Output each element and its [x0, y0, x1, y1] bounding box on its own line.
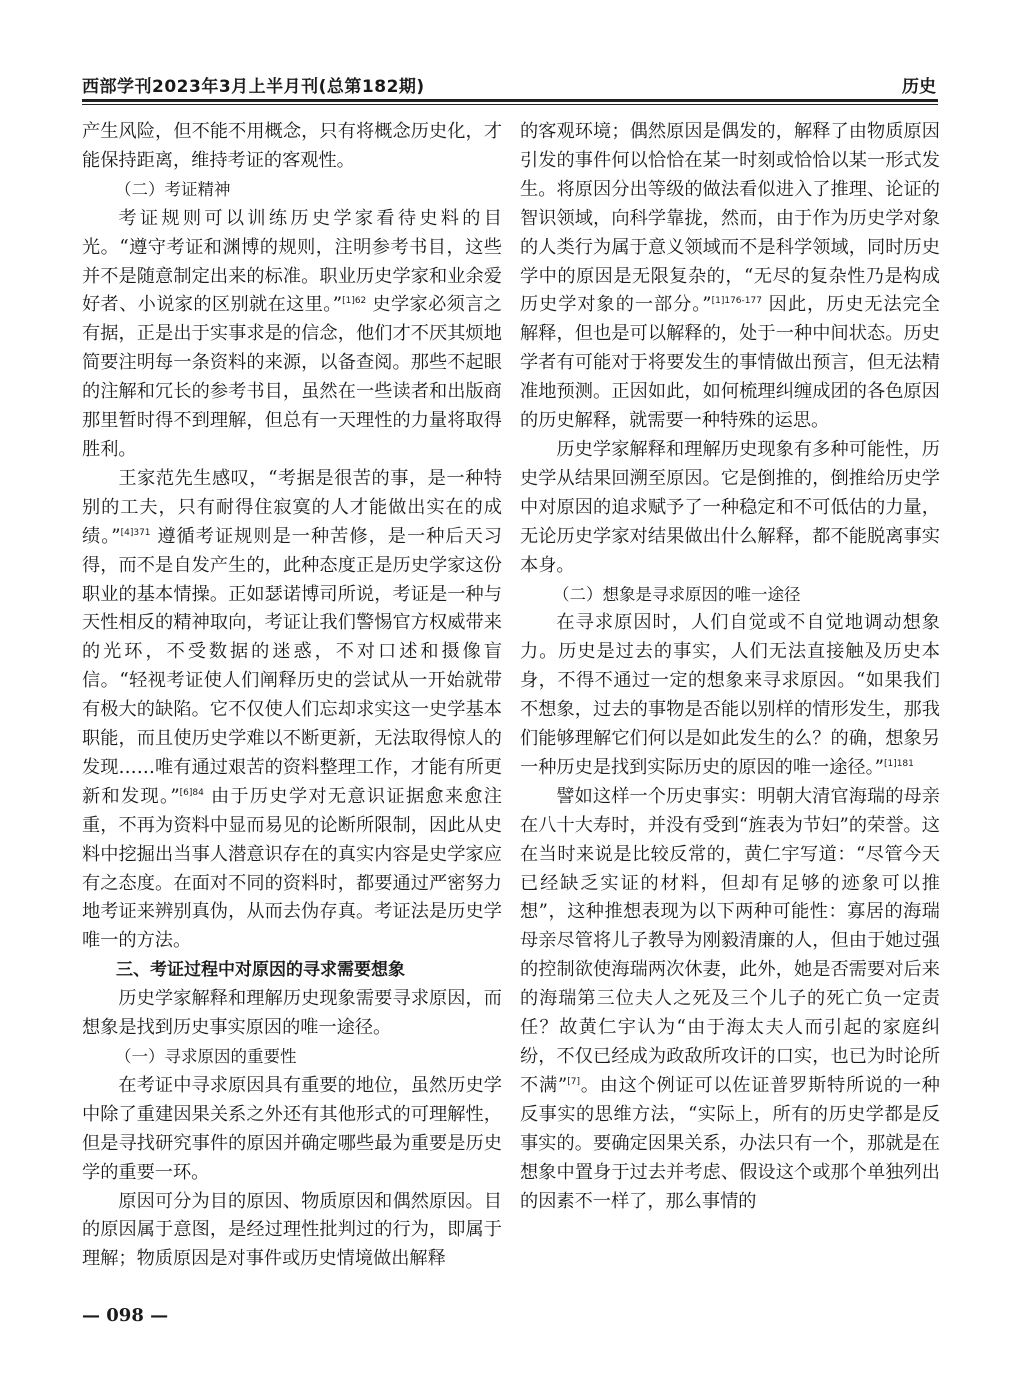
- header-rule-thin: [82, 104, 938, 105]
- paragraph: 在考证中寻求原因具有重要的地位，虽然历史学中除了重建因果关系之外还有其他形式的可理解性，但是寻找研究事件的原因并确定哪些最为重要是历史学的重要一环。: [82, 1074, 502, 1183]
- journal-title: 西部学刊2023年3月上半月刊(总第182期): [82, 77, 425, 97]
- citation: [6]84: [179, 787, 204, 798]
- citation: [1]62: [342, 296, 367, 307]
- right-column: [520, 118, 940, 1216]
- paragraph: 原因可分为目的原因、物质原因和偶然原因。目的原因属于意图，是经过理性批判过的行为，即属于理解；物质原因是对事件或历史情境做出解释: [82, 1190, 502, 1270]
- left-column: [82, 118, 502, 1274]
- citation: [1]181: [883, 758, 914, 769]
- running-header: [82, 70, 938, 98]
- citation: [7]: [567, 1076, 580, 1087]
- paragraph: 譬如这样一个历史事实：明朝大清官海瑞的母亲在八十大寿时，并没有受到“旌表为节妇”的荣誉。这在当时来说是比较反常的，黄仁宇写道：“尽管今天已经缺乏实证的材料，但却有足够的迹象可以推想”，这种推想表现为以下两种可能性：寡居的海瑞母亲尽管将儿子教导为刚毅清廉的人，但由于她过强的控制欲使海瑞两次休妻，此外，她是否需要对后来的海瑞第三位夫人之死及三个儿子的死亡负一定责任？故黄仁宇认为“由于海太夫人而引起的家庭纠纷，不仅已经成为政敌所攻讦的口实，也已为时论所不满”[7]。由这个例证可以佐证普罗斯特所说的一种反事实的思维方法，“实际上，所有的历史学都是反事实的。要确定因果关系，办法只有一个，那就是在想象中置身于过去并考虑、假设这个或那个单独列出的因素不一样了，那么事情的: [520, 785, 940, 1212]
- paragraph: 考证规则可以训练历史学家看待史料的目光。“遵守考证和渊博的规则，注明参考书目，这些并不是随意制定出来的标准。职业历史学家和业余爱好者、小说家的区别就在这里。”$^{[1]62}$ 史学家必须言之有据，正是出于实事求是的信念，他们才不厌其烦地简要注明每一条资料的来源，以备查阅。那些不起眼的注解和冗长的参考书目，虽然在一些读者和出版商那里暂时得不到理解，但总有一天理性的力量将取得胜利。: [82, 207, 502, 460]
- citation: [4]371: [120, 527, 151, 538]
- header-rule-thick: [82, 99, 938, 102]
- paragraph: 产生风险，但不能不用概念，只有将概念历史化，才能保持距离，维持考证的客观性。: [82, 121, 502, 171]
- paragraph: 历史学家解释和理解历史现象需要寻求原因，而想象是找到历史事实原因的唯一途径。: [82, 988, 502, 1039]
- paragraph: 在寻求原因时，人们自觉或不自觉地调动想象力。历史是过去的事实，人们无法直接触及历史本身，不得不通过一定的想象来寻求原因。“如果我们不想象，过去的事物是否能以别样的情形发生，那我们能够理解它们何以是如此发生的么？的确，想象另一种历史是找到实际历史的原因的唯一途径。”$^{[1]181}$: [520, 612, 940, 778]
- section-label: 历史: [902, 77, 936, 97]
- subsection-heading: （一）寻求原因的重要性: [115, 1047, 297, 1066]
- paragraph: 王家范先生感叹，“考据是很苦的事，是一种特别的工夫，只有耐得住寂寞的人才能做出实在的成绩。”$^{[4]371}$ 遵循考证规则是一种苦修，是一种后天习得，而不是自发产生的，此种态度正是历史学家这份职业的基本情操。正如瑟诺博司所说，考证是一种与天性相反的精神取向，考证让我们警惕官方权威带来的光环，不受数据的迷惑，不对口述和摄像盲信。“轻视考证使人们阐释历史的尝试从一开始就带有极大的缺陷。它不仅使人们忘却求实这一史学基本职能，而且使历史学难以不断更新，无法取得惊人的发现……唯有通过艰苦的资料整理工作，才能有所更新和发现。”$^{[6]84}$ 由于历史学对无意识证据愈来愈注重，不再为资料中显而易见的论断所限制，因此从史料中挖掘出当事人潜意识存在的真实内容是史学家应有之态度。在面对不同的资料时，都要通过严密努力地考证来辨别真伪，从而去伪存真。考证法是历史学唯一的方法。: [82, 467, 502, 952]
- page-number: — 098 —: [82, 1305, 169, 1326]
- paragraph: 历史学家解释和理解历史现象有多种可能性，历史学从结果回溯至原因。它是倒推的，倒推给历史学中对原因的追求赋予了一种稳定和不可低估的力量，无论历史学家对结果做出什么解释，都不能脱离事实本身。: [520, 438, 940, 576]
- paragraph: 的客观环境；偶然原因是偶发的，解释了由物质原因引发的事件何以恰恰在某一时刻或恰恰以某一形式发生。将原因分出等级的做法看似进入了推理、论证的智识领域，向科学靠拢，然而，由于作为历史学对象的人类行为属于意义领域而不是科学领域，同时历史学中的原因是无限复杂的，“无尽的复杂性乃是构成历史学对象的一部分。”$^{[1]176-177}$ 因此，历史无法完全解释，但也是可以解释的，处于一种中间状态。历史学者有可能对于将要发生的事情做出预言，但无法精准地预测。正因如此，如何梳理纠缠成团的各色原因的历史解释，就需要一种特殊的运思。: [520, 121, 940, 432]
- citation: [1]176-177: [711, 296, 762, 307]
- section-heading: 三、考证过程中对原因的寻求需要想象: [116, 960, 405, 981]
- subsection-heading: （二）考证精神: [115, 179, 231, 199]
- subsection-heading: （二）想象是寻求原因的唯一途径: [553, 584, 801, 604]
